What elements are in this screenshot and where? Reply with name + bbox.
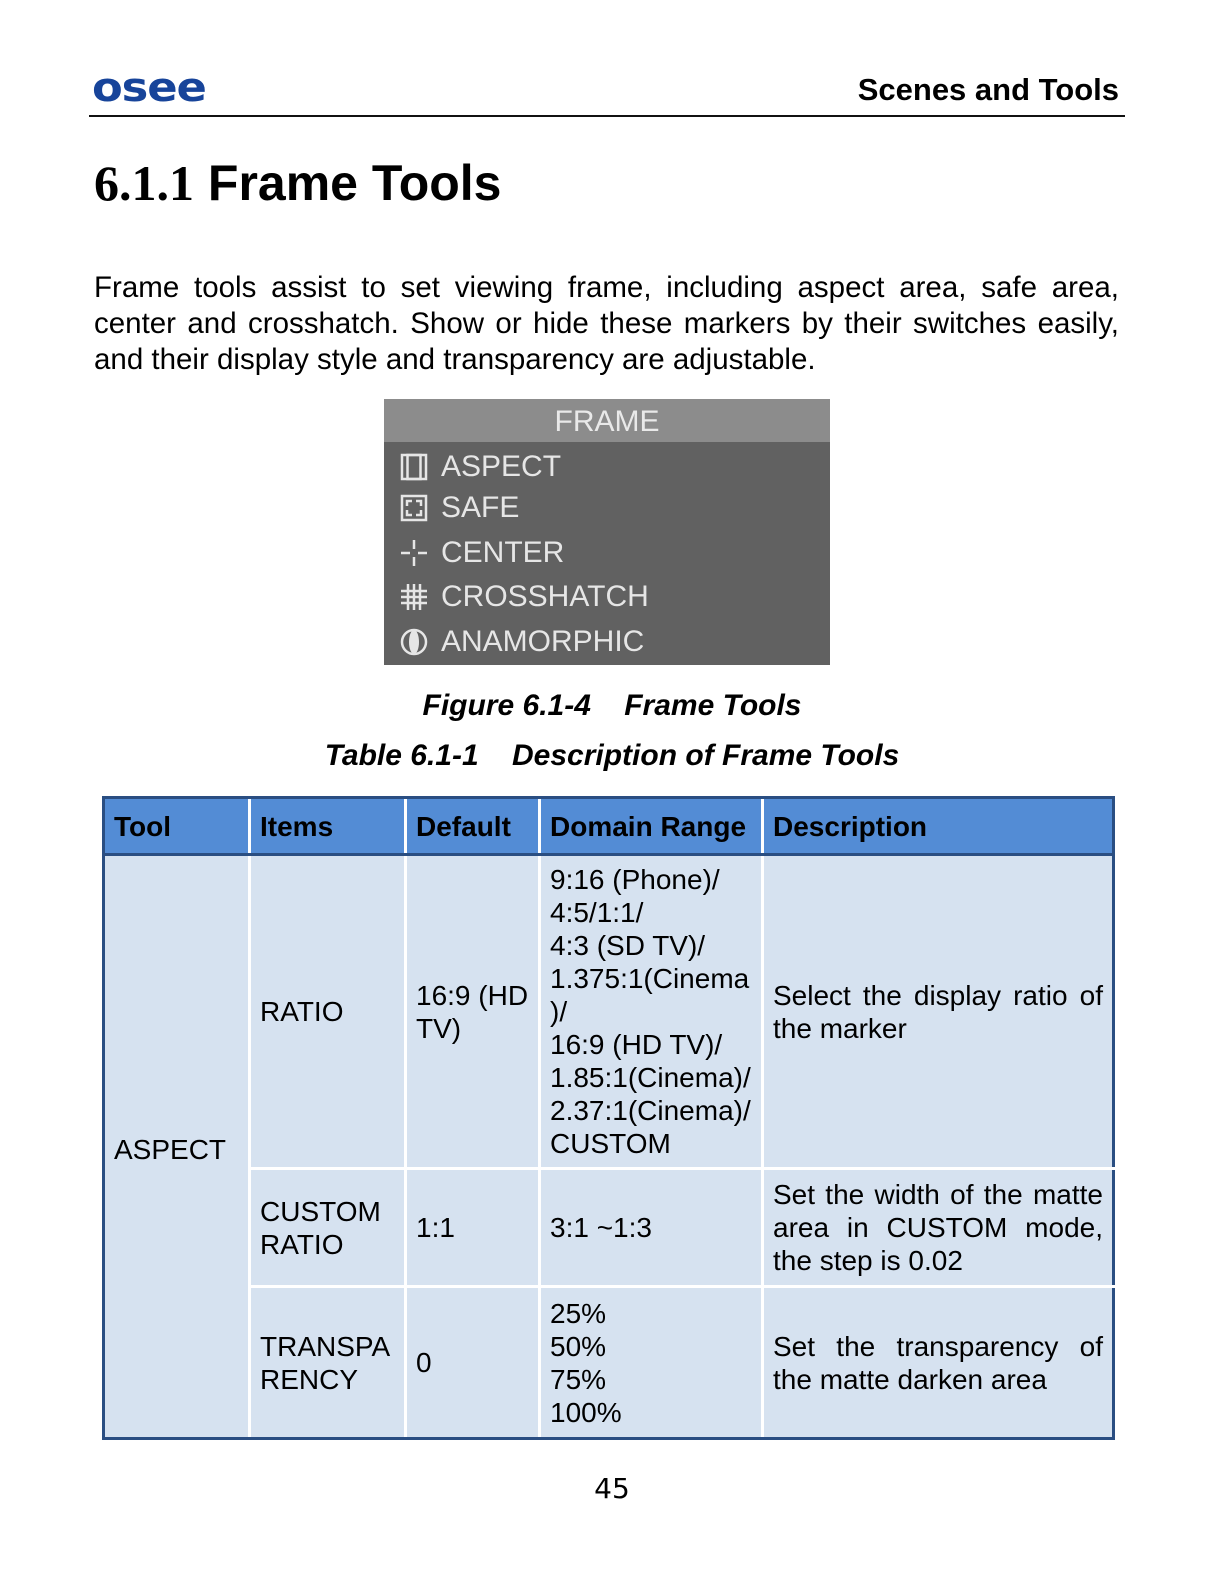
- section-title: Frame Tools: [207, 155, 502, 211]
- menu-item-label: ASPECT: [441, 450, 562, 483]
- item-cell: CUSTOM RATIO: [250, 1169, 406, 1287]
- intro-paragraph: Frame tools assist to set viewing frame, including aspect area, safe area, center and crosshatch. Show or hide these markers by their switches easily, and their display style and transparency are adjustable.: [94, 271, 1119, 376]
- range-cell: 3:1 ~1:3: [540, 1169, 763, 1287]
- default-cell: 0: [406, 1287, 540, 1439]
- column-header-domain-range: Domain Range: [540, 798, 763, 855]
- menu-item-center: [399, 533, 564, 573]
- osee-logo: osee: [92, 65, 206, 111]
- item-cell: TRANSPA RENCY: [250, 1287, 406, 1439]
- center-icon: [399, 538, 429, 568]
- table-row: [104, 855, 1114, 1169]
- column-header-tool: Tool: [104, 798, 250, 855]
- page-header: [89, 60, 1125, 117]
- safe-icon: [399, 493, 429, 523]
- frame-menu-title: FRAME: [384, 399, 830, 442]
- tool-cell: ASPECT: [104, 855, 250, 1439]
- menu-item-safe: [399, 488, 519, 528]
- range-cell: 25% 50% 75% 100%: [540, 1287, 763, 1439]
- table-caption: Table 6.1-1 Description of Frame Tools: [324, 739, 900, 772]
- description-cell: Set the width of the matte area in CUSTOM mode, the step is 0.02: [763, 1169, 1114, 1287]
- crosshatch-icon: [399, 582, 429, 612]
- item-cell: RATIO: [250, 855, 406, 1169]
- section-number: 6.1.1: [94, 155, 194, 211]
- menu-item-aspect: [399, 447, 561, 487]
- table-row: [104, 1287, 1114, 1439]
- frame-tools-table: [102, 796, 1115, 1440]
- range-cell: 9:16 (Phone)/ 4:5/1:1/ 4:3 (SD TV)/ 1.375:1(Cinema )/ 16:9 (HD TV)/ 1.85:1(Cinema)/ 2.37:1(Cinema)/ CUSTOM: [540, 855, 763, 1169]
- anamorphic-icon: [399, 627, 429, 657]
- default-cell: 1:1: [406, 1169, 540, 1287]
- menu-item-crosshatch: [399, 577, 649, 617]
- section-heading: [94, 152, 502, 214]
- menu-item-label: SAFE: [441, 491, 520, 524]
- frame-menu-screenshot: [384, 399, 830, 665]
- description-cell: Select the display ratio of the marker: [763, 855, 1114, 1169]
- description-cell: Set the transparency of the matte darken area: [763, 1287, 1114, 1439]
- aspect-icon: [399, 452, 429, 482]
- default-cell: 16:9 (HD TV): [406, 855, 540, 1169]
- header-section-label: Scenes and Tools: [857, 72, 1119, 107]
- column-header-items: Items: [250, 798, 406, 855]
- menu-item-label: CROSSHATCH: [441, 580, 649, 613]
- figure-caption: Figure 6.1-4 Frame Tools: [422, 689, 802, 722]
- menu-item-label: CENTER: [441, 536, 565, 569]
- table-row: [104, 1169, 1114, 1287]
- table-header-row: [104, 798, 1114, 855]
- column-header-description: Description: [763, 798, 1114, 855]
- menu-item-label: ANAMORPHIC: [441, 625, 645, 658]
- page-number: 45: [594, 1472, 630, 1505]
- column-header-default: Default: [406, 798, 540, 855]
- menu-item-anamorphic: [399, 622, 644, 662]
